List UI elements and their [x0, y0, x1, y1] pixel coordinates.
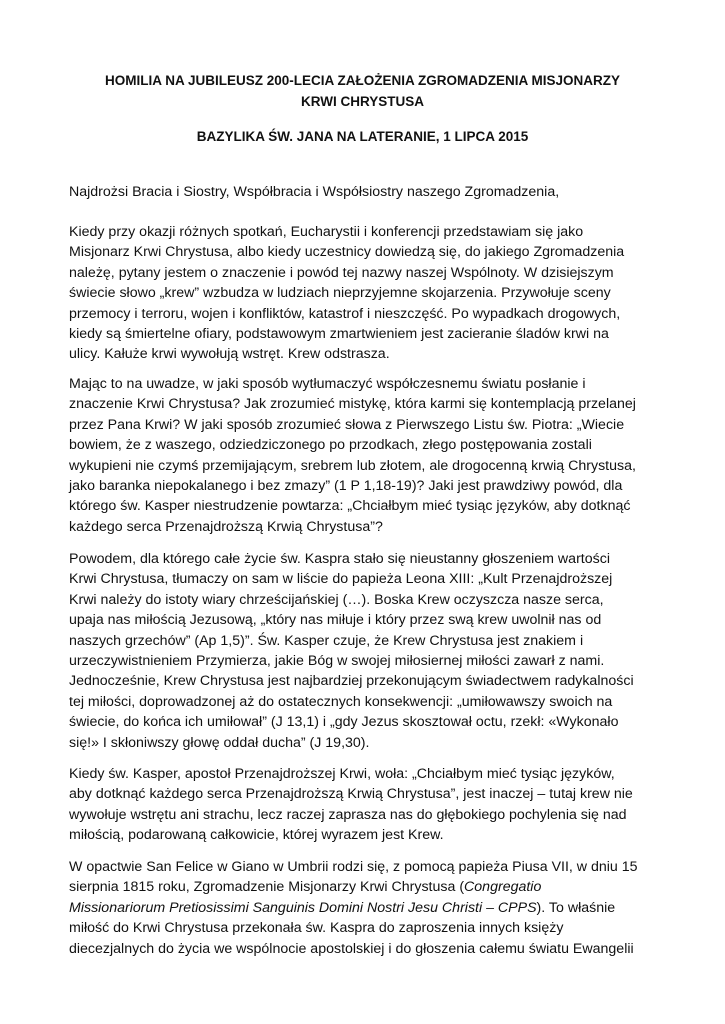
text-line: wywołuje wstrętu ani strachu, lecz raczej zaprasza nas do głębokiego pochylenia się nad	[69, 806, 627, 823]
text-line: Krwi należy do istoty wiary chrześcijańskiej (…). Boska Krew oczyszcza nasze serca,	[69, 591, 604, 608]
text-line: jako baranka niepokalanego i bez zmazy” (1 P 1,18-19)? Jaki jest prawdziwy powód, dla	[69, 477, 623, 494]
text-line: Misjonarz Krwi Chrystusa, albo kiedy uczestnicy dowiedzą się, do jakiego Zgromadzenia	[69, 244, 625, 261]
text-line: naszych grzechów” (Ap 1,5)”. Św. Kasper czuje, że Krew Chrystusa jest znakiem i	[69, 632, 584, 649]
text-line: przez Pana Krwi? W jaki sposób zrozumieć słowa z Pierwszego Listu św. Piotra: „Wiecie	[69, 416, 625, 433]
text-line: Powodem, dla którego całe życie św. Kaspra stało się nieustanny głoszeniem wartości	[69, 551, 610, 567]
text-line: Kiedy przy okazji różnych spotkań, Eucharystii i konferencji przedstawiam się jako	[69, 224, 584, 240]
latin-name-italic: Congregatio	[464, 879, 542, 896]
title-line-2: KRWI CHRYSTUSA	[300, 94, 424, 109]
text-line: przemocy i terroru, wojen i konfliktów, katastrof i nieszczęść. Po wypadkach drogowych,	[69, 305, 621, 322]
text-line: upaja nas miłością Jezusową, „który nas miłuje i który przez swą krew uwolnił nas od	[69, 612, 602, 629]
text-line	[69, 898, 661, 918]
text-line: ulicy. Kałuże krwi wywołują wstręt. Krew odstrasza.	[69, 346, 390, 363]
paragraph-4	[69, 549, 661, 753]
text-line: kiedy są śmiertelne ofiary, podstawowym zmartwieniem jest zacieranie śladów krwi na	[69, 325, 609, 342]
text-line: każdego serca Przenajdroższą Krwią Chrystusa”?	[69, 518, 383, 535]
text-line: wykupieni nie czymś przemijającym, srebrem lub złotem, ale drogocenną krwią Chrystusa,	[69, 457, 636, 474]
title-line-1: HOMILIA NA JUBILEUSZ 200-LECIA ZAŁOŻENIA ZGROMADZENIA MISJONARZY	[104, 73, 620, 88]
paragraph-greeting	[69, 182, 661, 202]
text-line: bowiem, że z waszego, odziedziczonego po przodkach, złego postępowania zostali	[69, 437, 592, 454]
text-line: Jednocześnie, Krew Chrystusa jest najbardziej przekonującym świadectwem radykalności	[69, 673, 634, 690]
text-line: tej miłości, doprowadzonej aż do ostatecznych konsekwencji: „umiłowawszy swoich na	[69, 693, 613, 710]
text-line: świecie, do końca ich umiłował” (J 13,1) i „gdy Jezus skosztował octu, rzekł: «Wykonało	[69, 714, 619, 731]
paragraph-3	[69, 374, 661, 537]
text-line: diecezjalnych do życia we wspólnocie apostolskiej i do głoszenia całemu światu Ewangelii	[69, 940, 634, 957]
paragraph-5	[69, 764, 661, 846]
text-line: znaczenie Krwi Chrystusa? Jak zrozumieć mistykę, która karmi się kontemplacją przelanej	[69, 396, 636, 413]
text-line: miłością, podarowaną całkowicie, której wyrazem jest Krew.	[69, 827, 444, 844]
text-segment: sierpnia 1815 roku, Zgromadzenie Misjonarzy Krwi Chrystusa (	[69, 879, 465, 896]
text-line: W opactwie San Felice w Giano w Umbrii rodzi się, z pomocą papieża Piusa VII, w dniu 15	[69, 859, 638, 875]
text-line: którego św. Kasper niestrudzenie powtarza: „Chciałbym mieć tysiąc języków, aby dotknąć	[69, 498, 631, 515]
text-line: aby dotknąć każdego serca Przenajdroższą Krwią Chrystusa”, jest inaczej – tutaj krew nie	[69, 786, 633, 803]
homily-subtitle: BAZYLIKA ŚW. JANA NA LATERANIE, 1 LIPCA 2015	[196, 129, 529, 144]
text-line: się!» I skłoniwszy głowę oddał ducha” (J 19,30).	[69, 734, 370, 751]
text-line: Krwi Chrystusa, tłumaczy on sam w liście do papieża Leona XIII: „Kult Przenajdroższej	[69, 571, 613, 588]
text-segment: ). To właśnie	[536, 899, 616, 916]
text-line: Mając to na uwadze, w jaki sposób wytłumaczyć współczesnemu światu posłanie i	[69, 376, 586, 392]
homily-title	[60, 70, 665, 112]
text-line: należę, pytany jestem o znaczenie i powód tej nazwy naszej Wspólnoty. W dzisiejszym	[69, 264, 614, 281]
paragraph-2	[69, 222, 661, 365]
text-line	[69, 877, 661, 897]
text-line: Kiedy św. Kasper, apostoł Przenajdroższej Krwi, woła: „Chciałbym mieć tysiąc języków,	[69, 766, 615, 782]
text-line: Najdrożsi Bracia i Siostry, Współbracia i Współsiostry naszego Zgromadzenia,	[69, 184, 560, 200]
latin-name-italic: Missionariorum Pretiosissimi Sanguinis Domini Nostri Jesu Christi – CPPS	[69, 899, 537, 916]
text-line: urzeczywistnieniem Przymierza, jakie Bóg w swojej miłosiernej miłości zawarł z nami.	[69, 652, 605, 669]
text-line: miłość do Krwi Chrystusa przekonała św. Kaspra do zaproszenia innych księży	[69, 920, 564, 937]
paragraph-6	[69, 857, 661, 959]
text-line: świecie słowo „krew” wzbudza w ludziach nieprzyjemne skojarzenia. Przywołuje sceny	[69, 285, 611, 302]
